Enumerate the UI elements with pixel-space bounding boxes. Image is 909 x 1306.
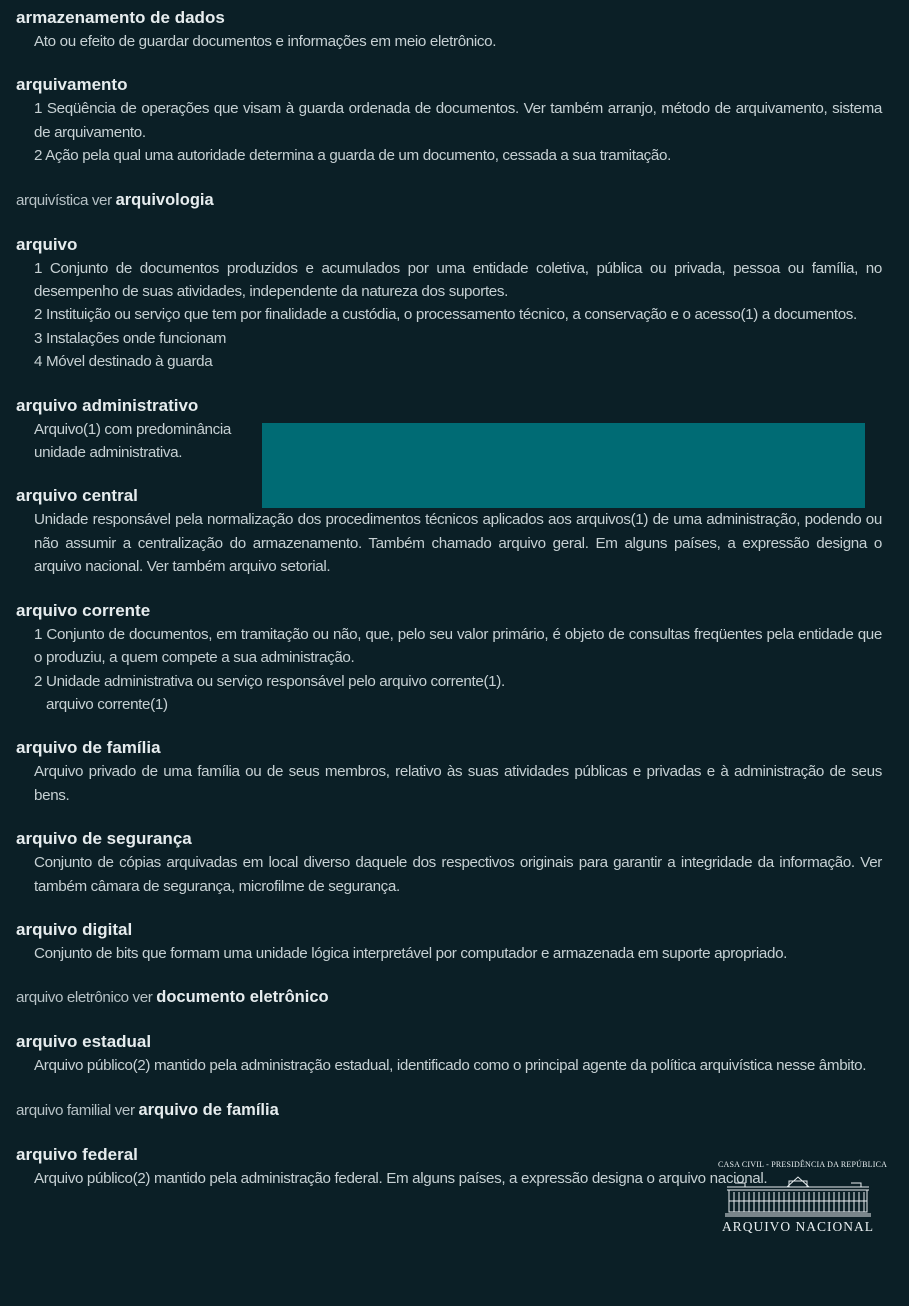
see-reference-source: arquivo eletrônico ver: [16, 989, 153, 1007]
entry-arquivamento: [16, 73, 882, 167]
entry-definition-4: 4 Móvel destinado à guarda: [34, 353, 213, 371]
arquivo-nacional-logo: [718, 1160, 888, 1235]
entry-definition-2: 2 Ação pela qual uma autoridade determina a guarda de um documento, cessada a sua tramitação.: [34, 147, 671, 165]
see-reference-arquivo-familial: [16, 1098, 882, 1123]
entry-definition-1: 1 Conjunto de documentos produzidos e acumulados por uma entidade coletiva, pública ou privada, pessoa ou família, no desempenho de suas atividades, independente da natureza dos suportes.: [34, 259, 882, 301]
entry-definition-2: 2 Instituição ou serviço que tem por finalidade a custódia, o processamento técnico, a conservação e o acesso(1) a documentos.: [34, 306, 857, 324]
entry-definition-3: 3 Instalações onde funcionam: [34, 329, 226, 347]
see-reference-arquivistica: [16, 188, 882, 213]
entry-arquivo-estadual: [16, 1030, 882, 1077]
see-reference-arquivo-eletronico: [16, 985, 882, 1010]
entry-definition: Conjunto de bits que formam uma unidade lógica interpretável por computador e armazenada em suporte apropriado.: [34, 944, 788, 962]
entry-term: armazenamento de dados: [16, 8, 225, 27]
entry-arquivo: [16, 233, 882, 374]
see-reference-target: arquivologia: [115, 190, 214, 209]
entry-arquivo-corrente: [16, 599, 882, 717]
entry-armazenamento-de-dados: [16, 6, 882, 53]
see-reference-source: arquivo familial ver: [16, 1101, 135, 1119]
entry-term: arquivo digital: [16, 919, 133, 939]
entry-definition: Unidade responsável pela normalização dos procedimentos técnicos aplicados aos arquivos(1) de uma administração, podendo ou não assumir a centralização do armazenamento. Também chamado arquivo geral. Em alguns países, a expressão designa o arquivo nacional. Ver também arquivo setorial.: [34, 511, 882, 576]
entry-definition-line-2: unidade administrativa.: [34, 444, 183, 462]
entry-term: arquivo de família: [16, 738, 161, 758]
logo-caption-bottom: ARQUIVO NACIONAL: [721, 1219, 875, 1234]
see-reference-target: arquivo de família: [138, 1100, 279, 1119]
entry-term: arquivo estadual: [16, 1032, 152, 1052]
entry-definition: Ato ou efeito de guardar documentos e informações em meio eletrônico.: [34, 33, 497, 50]
entry-definition-2: 2 Unidade administrativa ou serviço responsável pelo arquivo corrente(1).: [34, 672, 505, 690]
see-reference-source: arquivística ver: [16, 191, 112, 209]
entry-arquivo-de-seguranca: [16, 827, 882, 898]
entry-arquivo-de-familia: [16, 736, 882, 807]
entry-term: arquivo: [16, 234, 78, 254]
entry-arquivo-digital: [16, 918, 882, 965]
entry-term: arquivo corrente: [16, 600, 151, 620]
glossary-page: [16, 6, 888, 1210]
entry-definition: Arquivo público(2) mantido pela administração estadual, identificado como o principal agente da política arquivística nesse âmbito.: [34, 1057, 867, 1075]
entry-term: arquivo de segurança: [16, 829, 192, 849]
entry-sub-reference: arquivo corrente(1): [46, 695, 168, 713]
see-reference-target: documento eletrônico: [156, 988, 329, 1007]
entry-term: arquivo federal: [16, 1144, 138, 1164]
logo-caption-top: CASA CIVIL - PRESIDÊNCIA DA REPÚBLICA: [718, 1160, 888, 1169]
entry-definition-1: 1 Seqüência de operações que visam à guarda ordenada de documentos. Ver também arranjo, método de arquivamento, sistema de arquivamento.: [34, 100, 882, 141]
entry-definition-line-1: Arquivo(1) com predominância: [34, 420, 232, 438]
building-icon: [725, 1173, 871, 1217]
entry-definition: Arquivo privado de uma família ou de seus membros, relativo às suas atividades públicas e privadas e à administração de seus bens.: [34, 763, 882, 804]
entry-definition-1: 1 Conjunto de documentos, em tramitação ou não, que, pelo seu valor primário, é objeto de consultas freqüentes pela entidade que o produziu, a quem compete a sua administração.: [34, 625, 882, 667]
entry-term: arquivo central: [16, 486, 138, 506]
entry-term: arquivo administrativo: [16, 395, 199, 415]
entry-definition: Arquivo público(2) mantido pela administração federal. Em alguns países, a expressão designa o arquivo nacional.: [34, 1169, 768, 1187]
entry-definition: Conjunto de cópias arquivadas em local diverso daquele dos respectivos originais para garantir a integridade da informação. Ver também câmara de segurança, microfilme de segurança.: [34, 854, 882, 895]
entry-term: arquivamento: [16, 75, 128, 95]
redaction-box: [262, 423, 865, 508]
